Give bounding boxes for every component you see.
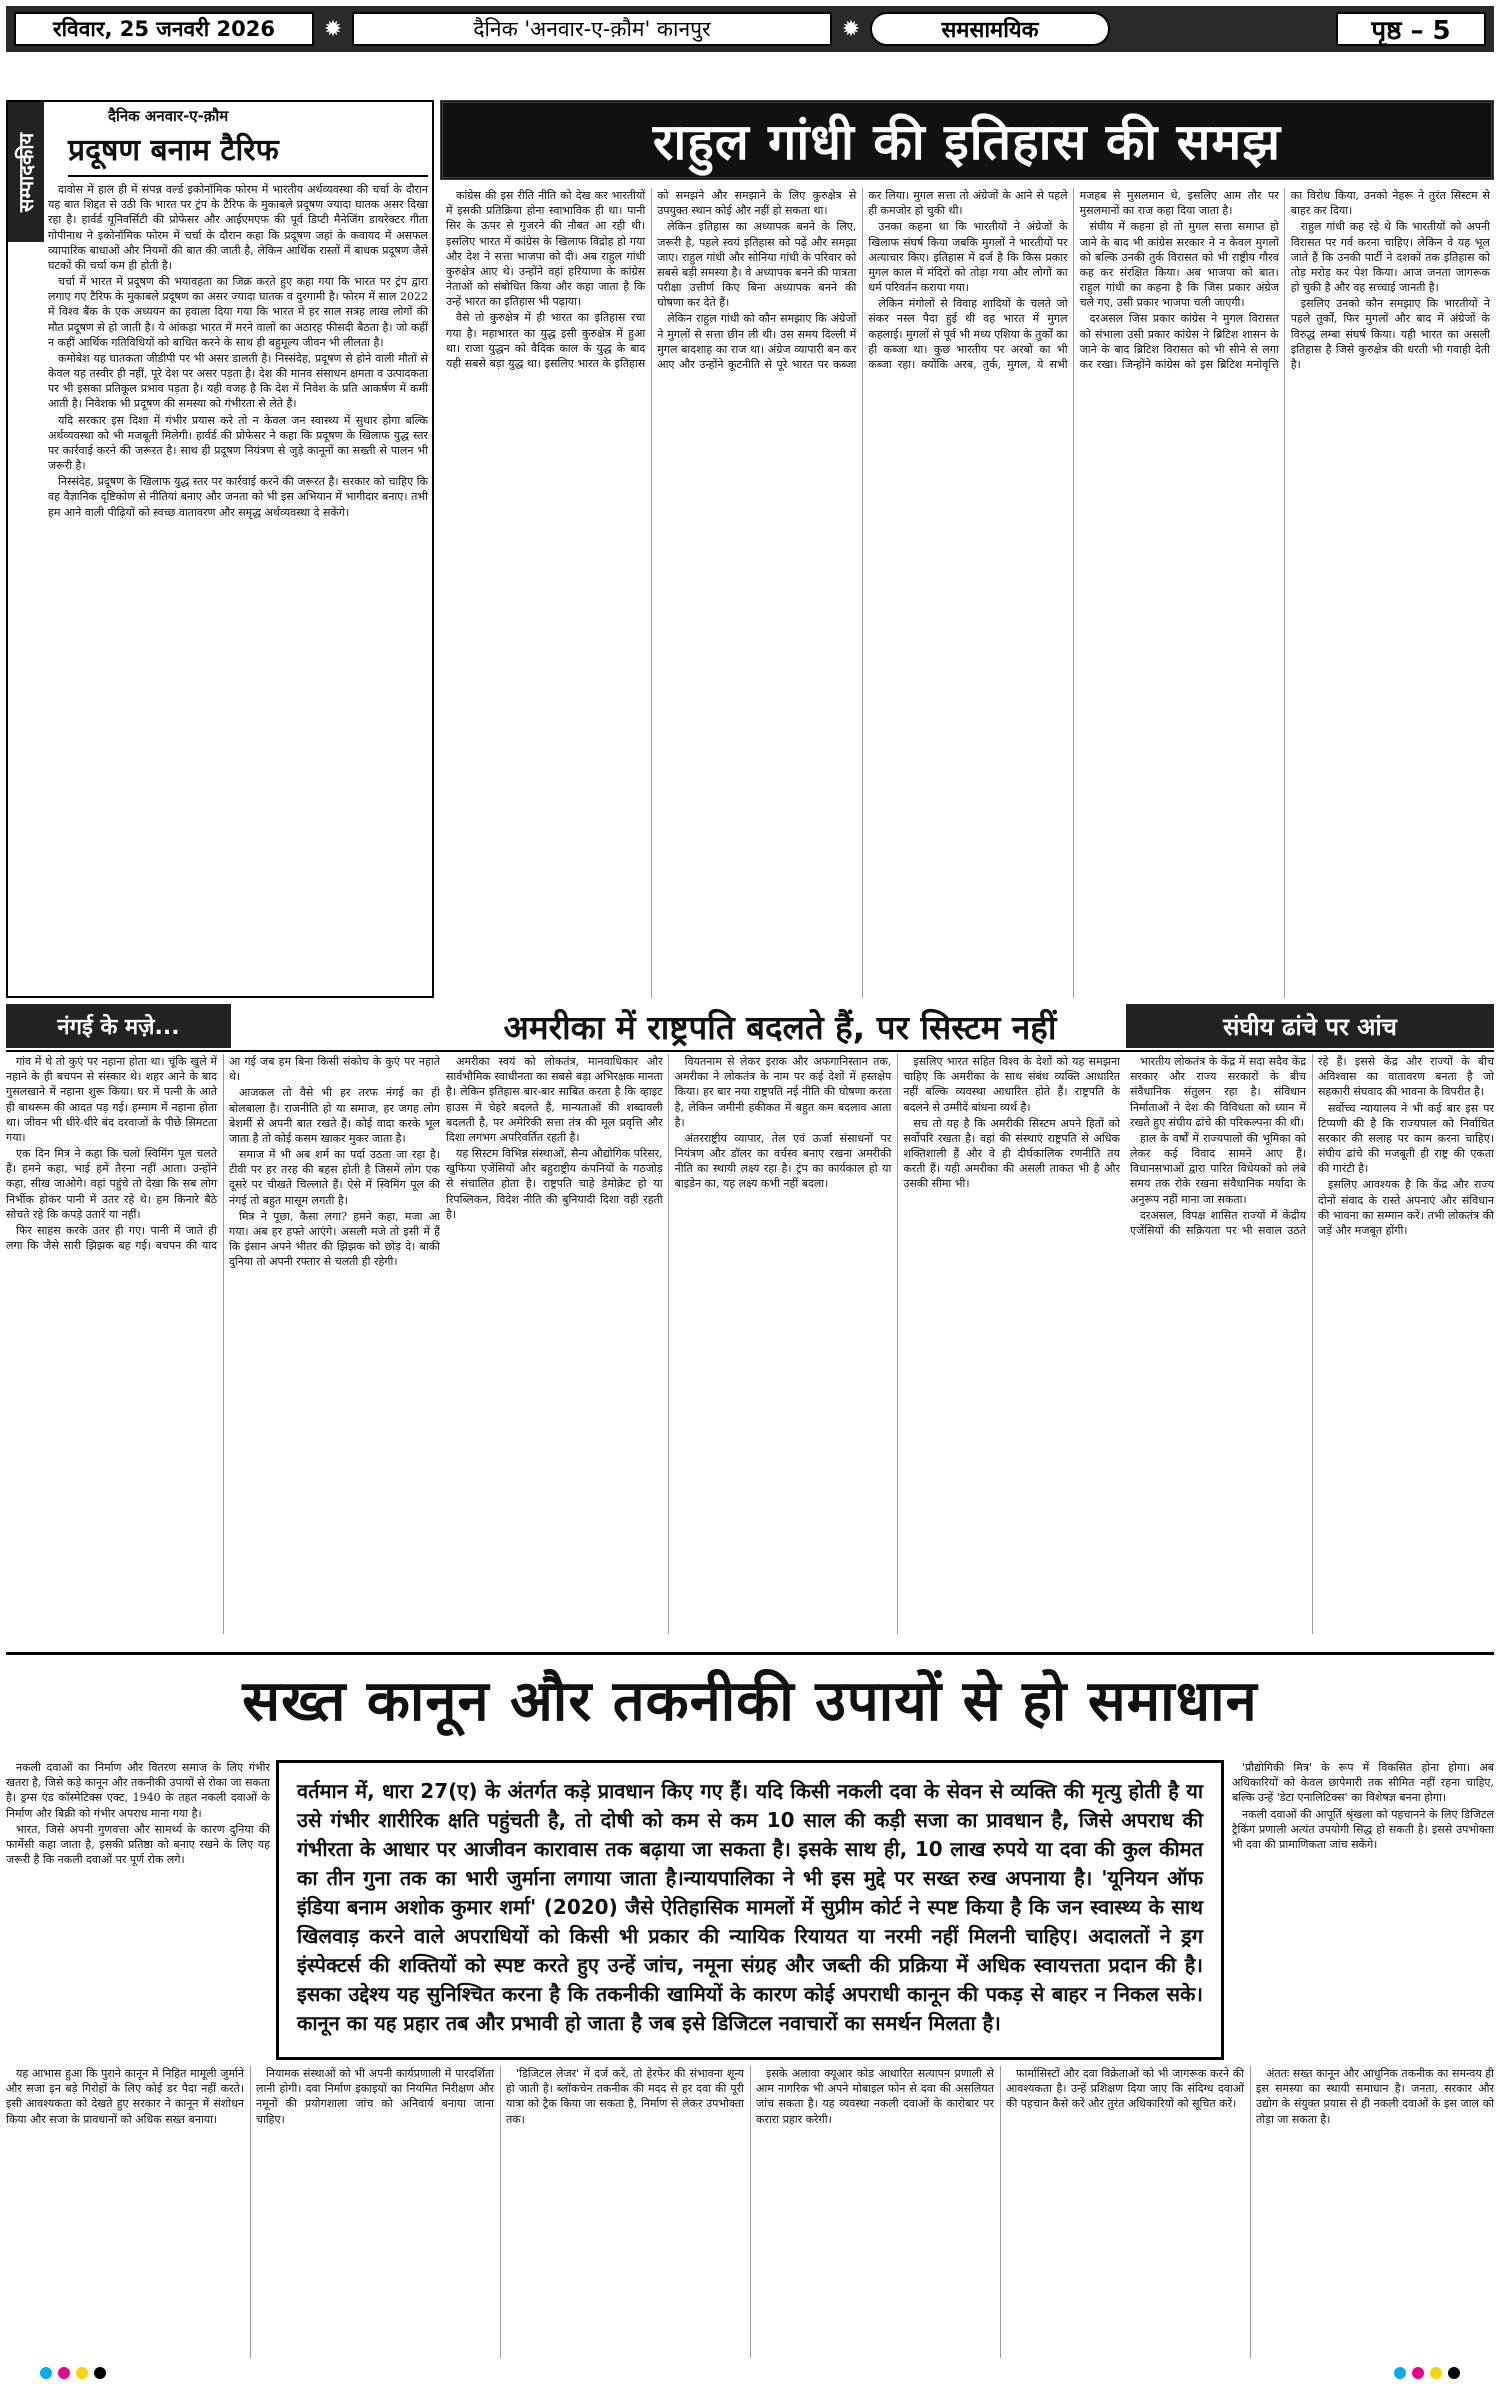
color-registration-left — [40, 2367, 106, 2379]
paragraph: कमोबेश यह घातकता जीडीपी पर भी असर डालती है। निस्संदेह, प्रदूषण से होने वाली मौतों से केवल यह तस्वीर ही नहीं, पूरे देश पर असर पड़ता है। देश की मानव संसाधन क्षमता व उत्पादकता पर भी इसका प्रतिकूल प्रभाव पड़ता है। यही वजह है कि देश में निवेश के प्रति आकर्षण में कमी आती है। निवेशक भी प्रदूषण की समस्या को गंभीरता से लेते हैं। — [48, 351, 428, 411]
paragraph: इसलिए भारत सहित विश्व के देशों को यह समझना चाहिए कि अमरीका के साथ संबंध व्यक्ति आधारित नहीं बल्कि व्यवस्था आधारित होते हैं। राष्ट्रपति के बदलने से उम्मीदें बांधना व्यर्थ है। — [903, 1055, 1120, 1114]
paragraph: समाज में भी अब शर्म का पर्दा उठता जा रहा है। टीवी पर हर तरह की बहस होती है जिसमें लोग एक दूसरे पर चीखते चिल्लाते हैं। ऐसे में स्विमिंग पूल की नंगई तो बहुत मासूम लगती है। — [229, 1148, 440, 1207]
cyan-dot-icon — [1394, 2367, 1406, 2379]
paragraph: एक दिन मित्र ने कहा कि चलो स्विमिंग पूल चलते हैं। हमने कहा, भाई हमें तैरना नहीं आता। उन्होंने कहा, सीख जाओगे। वहां पहुंचे तो देखा कि सब लोग निर्भीक होकर पानी में उतर रहे थे। हम किनारे बैठे सोचते रहे कि कपड़े उतारें या नहीं। — [6, 1147, 217, 1221]
section-divider — [6, 1050, 1494, 1052]
article-sakht-right — [1232, 1760, 1494, 2060]
paragraph: आजकल तो वैसे भी हर तरफ नंगई का ही बोलबाला है। राजनीति हो या समाज, हर जगह लोग बेशर्मी से अपनी बात रखते हैं। कोई वादा करके भूल जाता है तो कोई कसम खाकर मुकर जाता है। — [229, 1086, 440, 1145]
paragraph: इसलिए उनको कौन समझाए कि भारतीयों ने पहले तुर्कों, फिर मुगलों और बाद में अंग्रेजों के विरुद्ध लम्बा संघर्ष किया। यही भारत का असली इतिहास है जिसे कुरुक्षेत्र की धरती भी गवाही देती है। — [1290, 297, 1490, 371]
black-dot-icon — [1448, 2367, 1460, 2379]
paragraph: इसलिए आवश्यक है कि केंद्र और राज्य दोनों संवाद के रास्ते अपनाएं और संविधान की भावना का सम्मान करें। तभी लोकतंत्र की जड़ें और मजबूत होंगी। — [1318, 1178, 1494, 1237]
paragraph: 'डिजिटल लेजर' में दर्ज करें, तो हेरफेर की संभावना शून्य हो जाती है। ब्लॉकचेन तकनीक की मदद से हर दवा की पूरी यात्रा को ट्रैक किया जा सकता है, निर्माण से लेकर उपभोक्ता तक। — [506, 2067, 744, 2126]
paragraph: वैसे तो कुरुक्षेत्र में ही भारत का इतिहास रचा गया है। महाभारत का युद्ध इसी कुरुक्षेत्र में हुआ था। राजा युद्धन को वैदिक काल के युद्ध के बाद यही सबसे बड़ा युद्ध था। इसलिए भारत के इतिहास को समझने और समझाने के लिए कुरुक्षेत्र से उपयुक्त स्थान कोई और नहीं हो सकता था। — [446, 189, 857, 370]
editorial-paper-name: दैनिक अनवार-ए-क़ौम — [108, 107, 229, 125]
paragraph: मित्र ने पूछा, कैसा लगा? हमने कहा, मजा आ गया। अब हर हफ्ते आएंगे। असली मजे तो इसी में हैं कि इंसान अपने भीतर की झिझक को छोड़ दे। बाकी दुनिया तो अपनी रफ्तार से चलती ही रहेगी। — [229, 1209, 440, 1269]
paragraph: उनका कहना था कि भारतीयों ने अंग्रेजों के खिलाफ संघर्ष किया जबकि मुगलों ने भारतीयों पर अत्याचार किए। इतिहास में दर्ज है कि किस प्रकार मुगल काल में मंदिरों को तोड़ा गया और लोगों का धर्म परिवर्तन कराया गया। — [868, 220, 1068, 295]
magenta-dot-icon — [58, 2367, 70, 2379]
issue-date: रविवार, 25 जनवरी 2026 — [14, 12, 314, 46]
headline-text: सख्त कानून और तकनीकी उपायों से हो समाधान — [242, 1668, 1258, 1734]
paragraph: गांव में थे तो कुएं पर नहाना होता था। चूंकि खुले में नहाने के ही बचपन से संस्कार थे। शहर आने के बाद गुसलखाने में नहाना शुरू किया। घर में पत्नी के आते ही बाथरूम की आदत पड़ गई। हम्माम में नहाना होता था। जीवन भी धीरे-धीरे बंद दरवाजों के पीछे सिमटता गया। — [6, 1055, 217, 1144]
paragraph: फिर साहस करके उतर ही गए। पानी में जाते ही लगा कि जैसे सारी झिझक बह गई। बचपन की याद आ गई जब हम बिना किसी संकोच के कुएं पर नहाते थे। — [6, 1055, 440, 1253]
paragraph: इसके अलावा क्यूआर कोड आधारित सत्यापन प्रणाली से आम नागरिक भी अपने मोबाइल फोन से दवा की असलियत जांच सकता है। यह व्यवस्था नकली दवाओं के कारोबार पर करारा प्रहार करेगी। — [756, 2067, 994, 2126]
yellow-dot-icon — [1430, 2367, 1442, 2379]
paragraph: हाल के वर्षों में राज्यपालों की भूमिका को लेकर कई विवाद सामने आए हैं। विधानसभाओं द्वारा पारित विधेयकों को लंबे समय तक रोके रखना संवैधानिक मर्यादा के अनुरूप नहीं माना जा सकता। — [1130, 1131, 1306, 1206]
paragraph: निस्संदेह, प्रदूषण के खिलाफ युद्ध स्तर पर कार्रवाई करने की जरूरत है। सरकार को चाहिए कि वह वैज्ञानिक दृष्टिकोण से नीतियां बनाए और जनता को भी इस अभियान में भागीदार बनाए। तभी हम आने वाली पीढ़ियों को स्वच्छ वातावरण और समृद्ध अर्थव्यवस्था दे सकेंगे। — [48, 475, 428, 519]
paragraph: भारतीय लोकतंत्र के केंद्र में सदा सदैव केंद्र सरकार और राज्य सरकारों के बीच संवैधानिक संतुलन रहा है। संविधान निर्माताओं ने देश की विविधता को ध्यान में रखते हुए संघीय ढांचे की परिकल्पना की थी। — [1130, 1055, 1306, 1129]
paragraph: दावोस में हाल ही में संपन्न वर्ल्ड इकोनॉमिक फोरम में भारतीय अर्थव्यवस्था की चर्चा के दौरान यह बात शिद्दत से उठी कि भारत पर ट्रंप के टैरिफ के मुकाबले प्रदूषण ज्यादा घातक असर दिखा रहा है। हार्वर्ड यूनिवर्सिटी की प्रोफेसर और आईएमएफ की पूर्व डिप्टी मैनेजिंग डायरेक्टर गीता गोपीनाथ ने इकोनॉमिक फोरम में चर्चा के दौरान कहा कि प्रदूषण जहां के कवायद में असफल व्यापारिक बाधाओं और नियमों की बात की जाती है, लेकिन आर्थिक रास्तों में बाधक प्रदूषण जैसे घटकों की चर्चा कम ही होती है। — [48, 183, 428, 272]
color-registration-right — [1394, 2367, 1460, 2379]
paragraph: नकली दवाओं का निर्माण और वितरण समाज के लिए गंभीर खतरा है, जिसे कड़े कानून और तकनीकी उपायों से रोका जा सकता है। ड्रग्स एंड कॉस्मेटिक्स एक्ट, 1940 के तहत नकली दवाओं के निर्माण और बिक्री को गंभीर अपराध माना गया है। — [6, 1761, 270, 1820]
section-name: समसामयिक — [870, 12, 1110, 46]
paragraph: दरअसल, विपक्ष शासित राज्यों में केंद्रीय एजेंसियों की सक्रियता पर भी सवाल उठते रहे हैं। इससे केंद्र और राज्यों के बीच अविश्वास का वातावरण बनता है जो सहकारी संघवाद की भावना के विपरीत है। — [1130, 1055, 1494, 1237]
editorial-label: सम्पादकीय — [8, 102, 44, 242]
paragraph: यह आभास हुआ कि पुराने कानून में निहित मामूली जुर्माने और सजा इन बड़े गिरोहों के लिए कोई डर पैदा नहीं करते। इसी आवश्यकता को देखते हुए सरकार ने कानून में संशोधन किया और सजा के प्रावधानों को अधिक सख्त बनाया। — [6, 2067, 244, 2126]
page-number: पृष्ठ – 5 — [1336, 12, 1486, 46]
paragraph: अमरीका स्वयं को लोकतंत्र, मानवाधिकार और सार्वभौमिक स्वाधीनता का सबसे बड़ा अभिरक्षक मानता है। लेकिन इतिहास बार-बार साबित करता है कि व्हाइट हाउस में चेहरे बदलते हैं, मान्यताओं की शब्दावली बदलती है, पर अमेरिकी सत्ता तंत्र की मूल प्रवृत्ति और दिशा लगभग अपरिवर्तित रहती है। — [446, 1055, 663, 1144]
headline-america: अमरीका में राष्ट्रपति बदलते हैं, पर सिस्टम नहीं — [503, 1007, 1057, 1047]
paragraph: संघीय में कहना हो तो मुगल सत्ता समाप्त हो जाने के बाद भी कांग्रेस सरकार ने न केवल मुगलों को बल्कि उनकी तुर्क विरासत को भी राष्ट्रीय गौरव कह कर संरक्षित किया। अब भाजपा को बात। राहुल गांधी का कहना है कि जिस प्रकार अंग्रेज चले गए, उसी प्रकार भाजपा चली जाएगी। — [1079, 220, 1279, 310]
paragraph: सच तो यह है कि अमरीकी सिस्टम अपने हितों को सर्वोपरि रखता है। वहां की संस्थाएं राष्ट्रपति से अधिक शक्तिशाली हैं और वे ही दीर्घकालिक रणनीति तय करती हैं। यही अमरीका की असली ताकत भी है और उसकी सीमा भी। — [903, 1116, 1120, 1191]
yellow-dot-icon — [76, 2367, 88, 2379]
editorial-body — [48, 182, 428, 992]
star-icon: ✹ — [323, 16, 343, 42]
editorial-box — [6, 100, 434, 998]
star-icon: ✹ — [841, 16, 861, 42]
column-header-sanghiy: संघीय ढांचे पर आंच — [1126, 1004, 1494, 1048]
headline-text: राहुल गांधी की इतिहास की समझ — [652, 113, 1282, 171]
article-nange-body — [6, 1054, 440, 1634]
article-sakht-left — [6, 1760, 270, 2060]
paragraph: यदि सरकार इस दिशा में गंभीर प्रयास करे तो न केवल जन स्वास्थ्य में सुधार होगा बल्कि अर्थव्यवस्था को भी मजबूती मिलेगी। हार्वर्ड की प्रोफेसर ने कहा कि प्रदूषण के खिलाफ युद्ध स्तर पर कार्रवाई करने की जरूरत है। साथ ही प्रदूषण नियंत्रण से जुड़े कानूनों का सख्ती से पालन भी जरूरी है। — [48, 413, 428, 473]
paragraph: कांग्रेस की इस रीति नीति को देख कर भारतीयों में इसकी प्रतिक्रिया होना स्वाभाविक ही था। पानी सिर के ऊपर से गुजरने की नौबत आ रही थी। इसलिए भारत में कांग्रेस के खिलाफ विद्रोह हो गया और देश ने सत्ता भाजपा को दी। अब राहुल गांधी कुरुक्षेत्र आए थे। उन्होंने वहां हरियाणा के कांग्रेस नेताओं को संबोधित किया और कहा जाता है कि उन्हें भारत का इतिहास भी पढ़ाया। — [446, 189, 646, 309]
paragraph: चर्चा में भारत में प्रदूषण की भयावहता का जिक्र करते हुए कहा गया कि भारत पर ट्रंप द्वारा लगाए गए टैरिफ के मुकाबले प्रदूषण का असर ज्यादा घातक व दुरगामी है। फोरम में साल 2022 में विश्व बैंक के एक अध्ययन का हवाला दिया गया कि भारत में हर साल सत्रह लाख लोगों की मौत प्रदूषण से हो जाती है। ये आंकड़ा भारत में मरने वालों का अठारह फीसदी बैठता है। जो कहीं न कहीं आर्थिक गतिविधियों को बाधित करने के साथ ही बहुमूल्य जीवन भी लीलता है। — [48, 275, 428, 349]
cyan-dot-icon — [40, 2367, 52, 2379]
paragraph: फार्मासिस्टों और दवा विक्रेताओं को भी जागरूक करने की आवश्यकता है। उन्हें प्रशिक्षण दिया जाए कि संदिग्ध दवाओं की पहचान कैसे करें और तुरंत अधिकारियों को सूचित करें। — [1006, 2067, 1244, 2111]
registration-marks — [0, 2362, 1500, 2384]
article-sanghiy-body — [1130, 1054, 1494, 1634]
paragraph: नकली दवाओं की आपूर्ति श्रृंखला को पहचानने के लिए डिजिटल ट्रैकिंग प्रणाली अत्यंत उपयोगी सिद्ध हो सकती है। इससे उपभोक्ता भी दवा की प्रामाणिकता जांच सकेंगे। — [1232, 1807, 1494, 1851]
paragraph: वियतनाम से लेकर इराक और अफगानिस्तान तक, अमरीका ने लोकतंत्र के नाम पर कई देशों में हस्तक्षेप किया। हर बार नया राष्ट्रपति नई नीति की घोषणा करता है, लेकिन जमीनी हकीकत में बहुत कम बदलाव आता है। — [674, 1055, 892, 1129]
paragraph: लेकिन राहुल गांधी को कौन समझाए कि अंग्रेजों ने मुगलों से सत्ता छीन ली थी। उस समय दिल्ली में मुगल बादशाह का राज था। अंग्रेज व्यापारी बन कर आए और उन्होंने कूटनीति से पूरे भारत पर कब्जा कर लिया। मुगल सत्ता तो अंग्रेजों के आने से पहले ही कमजोर हो चुकी थी। — [657, 189, 1068, 371]
magenta-dot-icon — [1412, 2367, 1424, 2379]
editorial-title: प्रदूषण बनाम टैरिफ — [68, 128, 428, 177]
black-dot-icon — [94, 2367, 106, 2379]
article-rahul-body — [446, 188, 1490, 998]
paragraph: दरअसल जिस प्रकार कांग्रेस ने मुगल विरासत को संभाला उसी प्रकार कांग्रेस ने ब्रिटिश शासन के जाने के बाद ब्रिटिश विरासत को भी सीने से लगा कर रखा। जिन्होंने कांग्रेस को इस ब्रिटिश मनोवृत्ति का विरोध किया, उनको नेहरू ने तुरंत सिस्टम से बाहर कर दिया। — [1079, 189, 1490, 371]
paragraph: 'प्रौद्योगिकी मित्र' के रूप में विकसित होना होगा। अब अधिकारियों को केवल छापेमारी तक सीमित नहीं रहना चाहिए, बल्कि उन्हें 'डेटा एनालिटिक्स' का विशेषज्ञ बनना होगा। — [1232, 1761, 1494, 1805]
headline-rahul — [440, 100, 1494, 180]
paragraph: नियामक संस्थाओं को भी अपनी कार्यप्रणाली में पारदर्शिता लानी होगी। दवा निर्माण इकाइयों का नियमित निरीक्षण और नमूनों की प्रयोगशाला जांच को अनिवार्य बनाया जाना चाहिए। — [256, 2067, 494, 2126]
masthead — [6, 6, 1494, 52]
paragraph: अंतरराष्ट्रीय व्यापार, तेल एवं ऊर्जा संसाधनों पर नियंत्रण और डॉलर का वर्चस्व बनाए रखना अमरीकी नीति का स्थायी लक्ष्य रहा है। ट्रंप का कार्यकाल हो या बाइडेन का, यह लक्ष्य कभी नहीं बदला। — [674, 1131, 892, 1191]
article-america-body — [446, 1054, 1120, 1634]
article-sakht-bottom — [6, 2066, 1494, 2358]
paragraph: राहुल गांधी कह रहे थे कि भारतीयों को अपनी विरासत पर गर्व करना चाहिए। लेकिन वे यह भूल जाते हैं कि उनकी पार्टी ने दशकों तक इतिहास को तोड़ मरोड़ कर पेश किया। आज जनता जागरूक हो चुकी है और वह सच्चाई जानती है। — [1290, 220, 1490, 295]
paragraph: लेकिन इतिहास का अध्यापक बनने के लिए, जरूरी है, पहले स्वयं इतिहास को पढ़ें और समझा जाए। राहुल गांधी और सोनिया गांधी के परिवार को सबसे बड़ी समस्या है। वे अध्यापक बनने की पात्रता परीक्षा उत्तीर्ण किए बिना अध्यापक बनने की घोषणा कर देते हैं। — [657, 220, 857, 310]
paragraph: भारत, जिसे अपनी गुणवत्ता और सामर्थ्य के कारण दुनिया की फार्मेसी कहा जाता है, इसकी प्रतिष्ठा को बनाए रखने के लिए यह जरूरी है कि नकली दवाओं पर पूर्ण रोक लगे। — [6, 1822, 270, 1867]
newspaper-name: दैनिक 'अनवार-ए-क़ौम' कानपुर — [352, 12, 832, 46]
paragraph: लेकिन मंगोलों से विवाह शादियों के चलते जो संकर नस्ल पैदा हुई थी वह भारत में मुगल कहलाई। मुगलों से पूर्व भी मध्य एशिया के तुर्कों का ही कब्जा था। कुछ भारतीय पर अरबों का भी कब्जा रहा। क्योंकि अरब, तुर्क, मुगल, ये सभी मजहब से मुसलमान थे, इसलिए आम तौर पर मुसलमानों का राज कहा दिया जाता है। — [868, 189, 1279, 371]
highlight-box: वर्तमान में, धारा 27(ए) के अंतर्गत कड़े प्रावधान किए गए हैं। यदि किसी नकली दवा के सेवन से व्यक्ति की मृत्यु होती है या उसे गंभीर शारीरिक क्षति पहुंचती है, तो दोषी को कम से कम 10 साल की कड़ी सजा का प्रावधान है, जिसे अपराध की गंभीरता के आधार पर आजीवन कारावास तक बढ़ाया जा सकता है। इसके साथ ही, 10 लाख रुपये या दवा की कुल कीमत का तीन गुना तक का भारी जुर्माना लगाया जाता है।न्यायपालिका ने भी इस मुद्दे पर सख्त रुख अपनाया है। 'यूनियन ऑफ इंडिया बनाम अशोक कुमार शर्मा' (2020) जैसे ऐतिहासिक मामलों में सुप्रीम कोर्ट ने स्पष्ट किया है कि जन स्वास्थ्य के साथ खिलवाड़ करने वाले अपराधियों को किसी भी प्रकार की न्यायिक रियायत या नरमी नहीं मिलनी चाहिए। अदालतों ने ड्रग इंस्पेक्टर्स की शक्तियों को स्पष्ट करते हुए उन्हें जांच, नमूना संग्रह और जब्ती की प्रक्रिया में अधिक स्वायत्तता प्रदान की है। इसका उद्देश्य यह सुनिश्चित करना है कि तकनीकी खामियों के कारण कोई अपराधी कानून की पकड़ से बाहर न निकल सके। कानून का यह प्रहार तब और प्रभावी हो जाता है जब इसे डिजिटल नवाचारों का समर्थन मिलता है। — [276, 1760, 1224, 2060]
paragraph: यह सिस्टम विभिन्न संस्थाओं, सैन्य औद्योगिक परिसर, खुफिया एजेंसियों और बहुराष्ट्रीय कंपनियों के गठजोड़ से संचालित होता है। राष्ट्रपति चाहे डेमोक्रेट हो या रिपब्लिकन, विदेश नीति की बुनियादी दिशा वही रहती है। — [446, 1147, 663, 1221]
headline-sakht-kanoon — [6, 1652, 1494, 1742]
column-header-nange: नंगई के मज़े... — [6, 1004, 231, 1048]
paragraph: सर्वोच्च न्यायालय ने भी कई बार इस पर टिप्पणी की है कि राज्यपाल को निर्वाचित सरकार की सलाह पर काम करना चाहिए। संघीय ढांचे की मजबूती ही राष्ट्र की एकता की गारंटी है। — [1318, 1101, 1494, 1176]
paragraph: अंततः सख्त कानून और आधुनिक तकनीक का समन्वय ही इस समस्या का स्थायी समाधान है। जनता, सरकार और उद्योग के संयुक्त प्रयास से ही नकली दवाओं के इस जाल को तोड़ा जा सकता है। — [1256, 2067, 1494, 2126]
